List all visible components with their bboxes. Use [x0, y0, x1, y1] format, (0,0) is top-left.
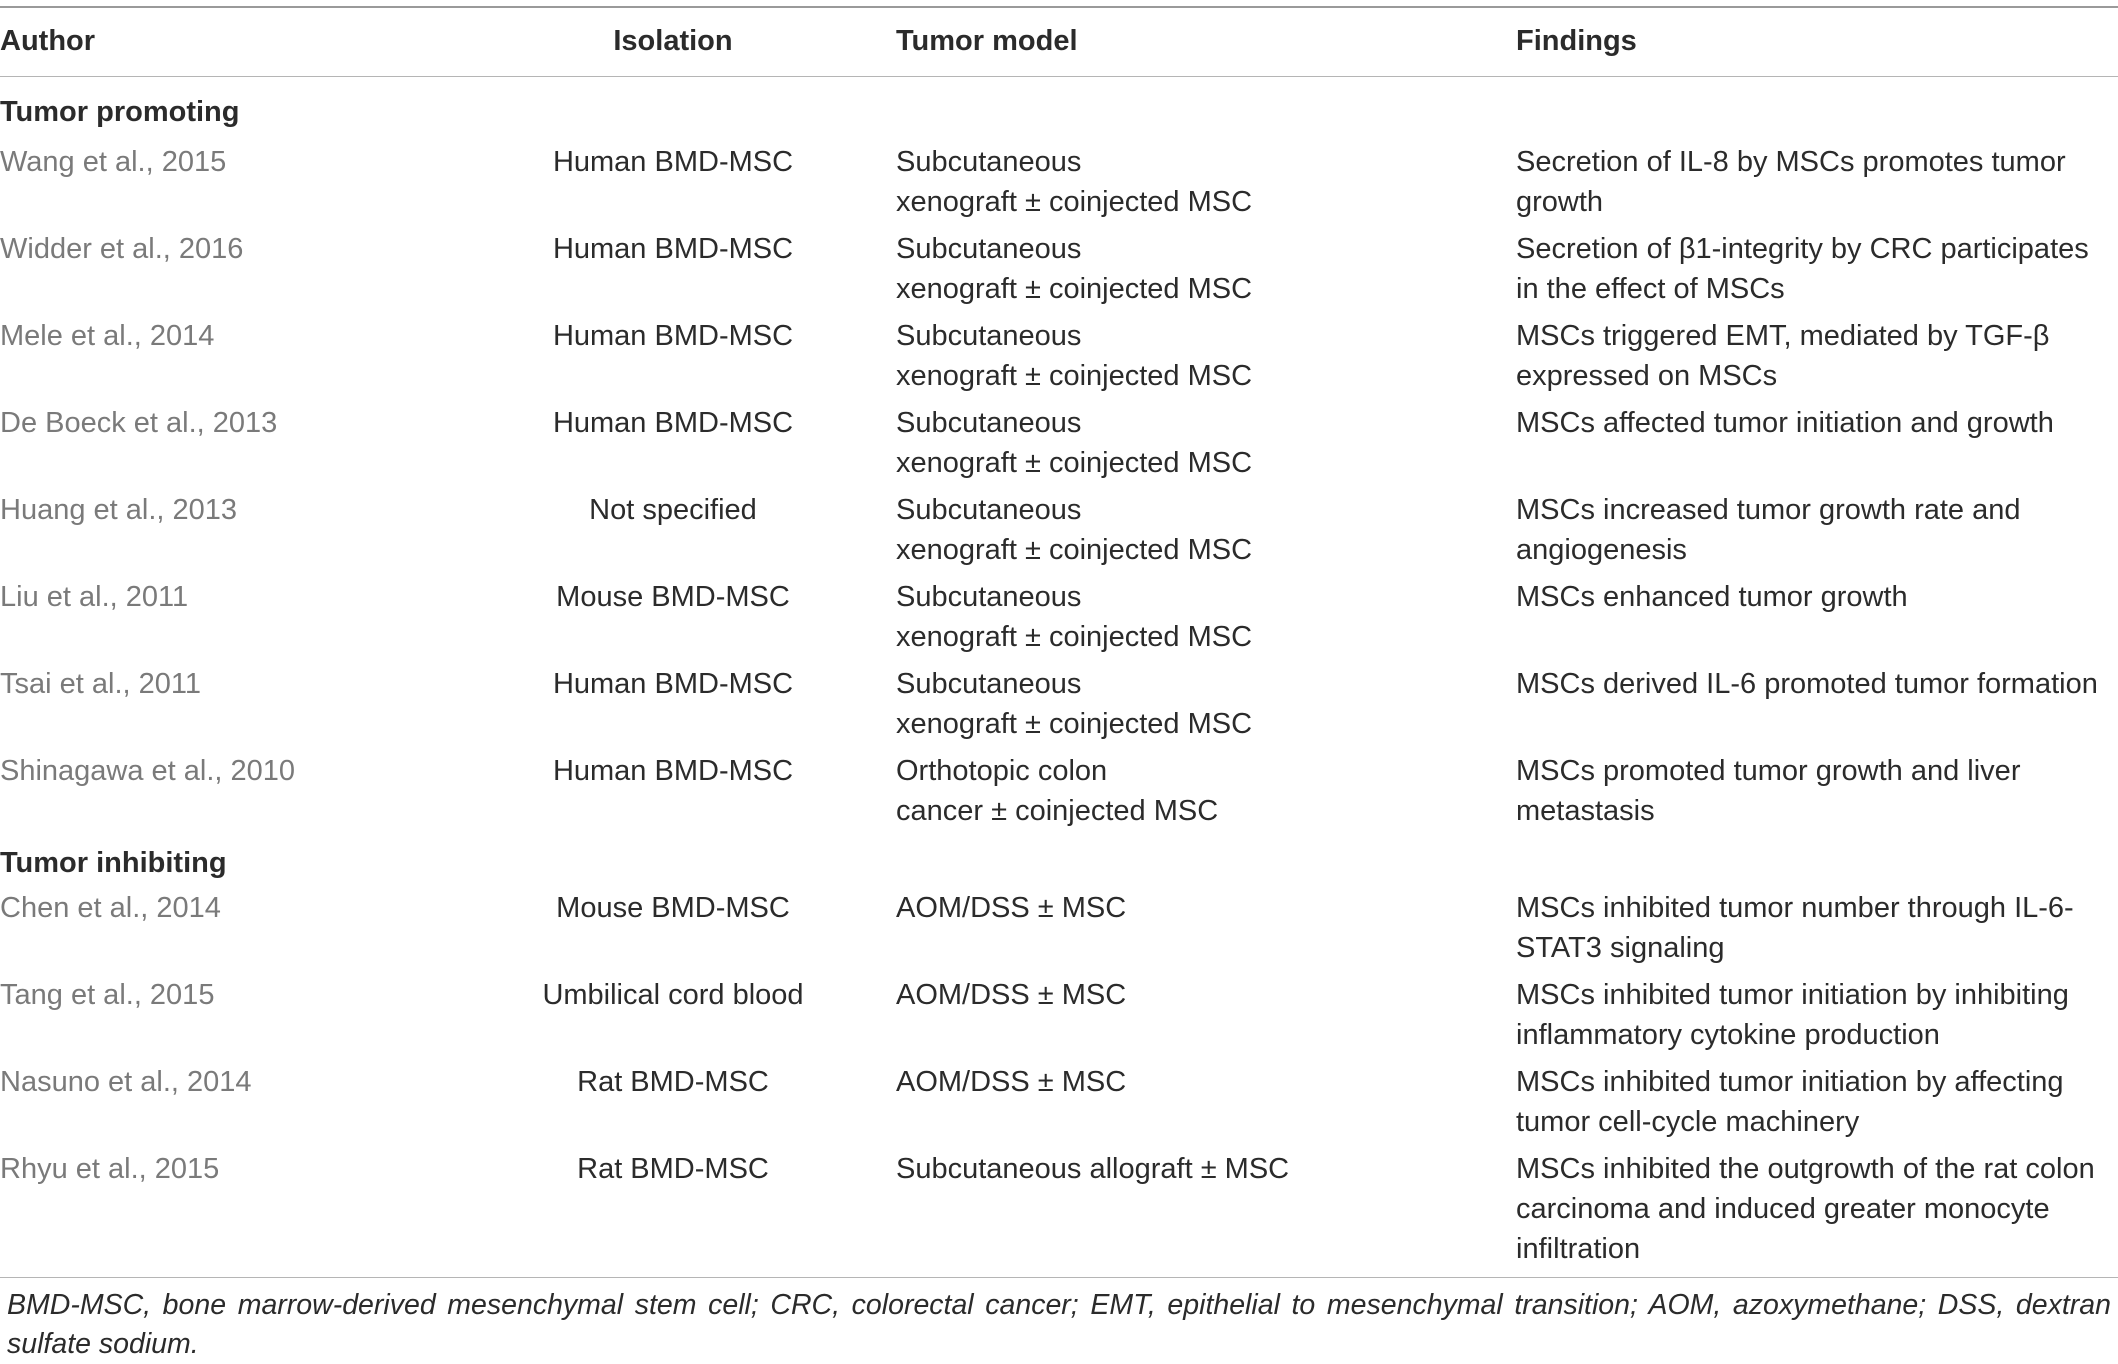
isolation-cell: Mouse BMD-MSC — [556, 581, 790, 613]
table-row — [0, 975, 2118, 1062]
table-row — [0, 888, 2118, 975]
isolation-cell: Human BMD-MSC — [552, 668, 794, 700]
table-row — [0, 316, 2118, 403]
table-row — [0, 229, 2118, 316]
header-isolation: Isolation — [613, 25, 733, 57]
author-cell: Rhyu et al., 2015 — [0, 1153, 220, 1185]
table-row — [0, 664, 2118, 751]
tumor-model-cell: Subcutaneous xenograft ± coinjected MSC — [896, 320, 1253, 392]
tumor-model-cell: Subcutaneous allograft ± MSC — [896, 1153, 1290, 1185]
table-row — [0, 490, 2118, 577]
header-author: Author — [0, 25, 96, 57]
findings-cell: Secretion of β1-integrity by CRC participates in the effect of MSCs — [1516, 233, 2089, 305]
header-findings: Findings — [1516, 25, 1637, 57]
isolation-cell: Mouse BMD-MSC — [556, 892, 790, 924]
isolation-cell: Human BMD-MSC — [552, 146, 794, 178]
isolation-cell: Not specified — [589, 494, 757, 526]
section-row — [0, 838, 2118, 888]
table-row — [0, 1149, 2118, 1269]
section-row — [0, 82, 2118, 142]
findings-cell: MSCs increased tumor growth rate and angiogenesis — [1516, 494, 2021, 566]
author-cell: Wang et al., 2015 — [0, 146, 227, 178]
tumor-model-cell: AOM/DSS ± MSC — [896, 892, 1127, 924]
author-cell: Nasuno et al., 2014 — [0, 1066, 252, 1098]
findings-cell: MSCs inhibited tumor initiation by affecting tumor cell-cycle machinery — [1516, 1066, 2064, 1138]
table-row — [0, 1062, 2118, 1149]
isolation-cell: Human BMD-MSC — [552, 407, 794, 439]
table-row — [0, 142, 2118, 229]
tumor-model-cell: Subcutaneous xenograft ± coinjected MSC — [896, 494, 1253, 566]
author-cell: Tsai et al., 2011 — [0, 668, 201, 700]
findings-cell: MSCs triggered EMT, mediated by TGF-β expressed on MSCs — [1516, 320, 2050, 392]
findings-cell: MSCs inhibited the outgrowth of the rat colon carcinoma and induced greater monocyte infiltration — [1516, 1153, 2095, 1265]
author-cell: De Boeck et al., 2013 — [0, 407, 278, 439]
findings-cell: MSCs affected tumor initiation and growth — [1516, 407, 2054, 439]
header-row — [0, 0, 2118, 82]
tumor-model-cell: Subcutaneous xenograft ± coinjected MSC — [896, 407, 1253, 479]
author-cell: Shinagawa et al., 2010 — [0, 755, 296, 787]
tumor-model-cell: Subcutaneous xenograft ± coinjected MSC — [896, 581, 1253, 653]
tumor-model-cell: AOM/DSS ± MSC — [896, 1066, 1127, 1098]
author-cell: Mele et al., 2014 — [0, 320, 215, 352]
tumor-model-cell: Orthotopic colon cancer ± coinjected MSC — [896, 755, 1219, 827]
isolation-cell: Human BMD-MSC — [552, 755, 794, 787]
table-body — [0, 82, 2118, 1269]
header-tumor-model: Tumor model — [896, 25, 1078, 57]
table-row — [0, 751, 2118, 838]
section-title: Tumor inhibiting — [0, 847, 227, 879]
footer-rule — [0, 1277, 2118, 1278]
isolation-cell: Human BMD-MSC — [552, 320, 794, 352]
table-row — [0, 577, 2118, 664]
author-cell: Chen et al., 2014 — [0, 892, 221, 924]
findings-cell: MSCs inhibited tumor initiation by inhibiting inflammatory cytokine production — [1516, 979, 2069, 1051]
tumor-model-cell: AOM/DSS ± MSC — [896, 979, 1127, 1011]
findings-cell: MSCs derived IL-6 promoted tumor formation — [1516, 668, 2098, 700]
tumor-model-cell: Subcutaneous xenograft ± coinjected MSC — [896, 146, 1253, 218]
table-footnote: BMD-MSC, bone marrow-derived mesenchymal stem cell; CRC, colorectal cancer; EMT, epithelial to mesenchymal transition; AOM, azoxymethane; DSS, dextran sulfate sodium. — [7, 1289, 2111, 1360]
tumor-model-cell: Subcutaneous xenograft ± coinjected MSC — [896, 233, 1253, 305]
findings-cell: MSCs promoted tumor growth and liver metastasis — [1516, 755, 2021, 827]
isolation-cell: Human BMD-MSC — [552, 233, 794, 265]
isolation-cell: Rat BMD-MSC — [577, 1153, 769, 1185]
author-cell: Widder et al., 2016 — [0, 233, 244, 265]
author-cell: Liu et al., 2011 — [0, 581, 189, 613]
author-cell: Huang et al., 2013 — [0, 494, 238, 526]
findings-cell: Secretion of IL-8 by MSCs promotes tumor growth — [1516, 146, 2066, 218]
author-cell: Tang et al., 2015 — [0, 979, 215, 1011]
tumor-model-cell: Subcutaneous xenograft ± coinjected MSC — [896, 668, 1253, 740]
section-title: Tumor promoting — [0, 96, 240, 128]
findings-cell: MSCs enhanced tumor growth — [1516, 581, 1908, 613]
table-row — [0, 403, 2118, 490]
isolation-cell: Umbilical cord blood — [542, 979, 804, 1011]
findings-cell: MSCs inhibited tumor number through IL-6-STAT3 signaling — [1516, 892, 2074, 964]
isolation-cell: Rat BMD-MSC — [577, 1066, 769, 1098]
